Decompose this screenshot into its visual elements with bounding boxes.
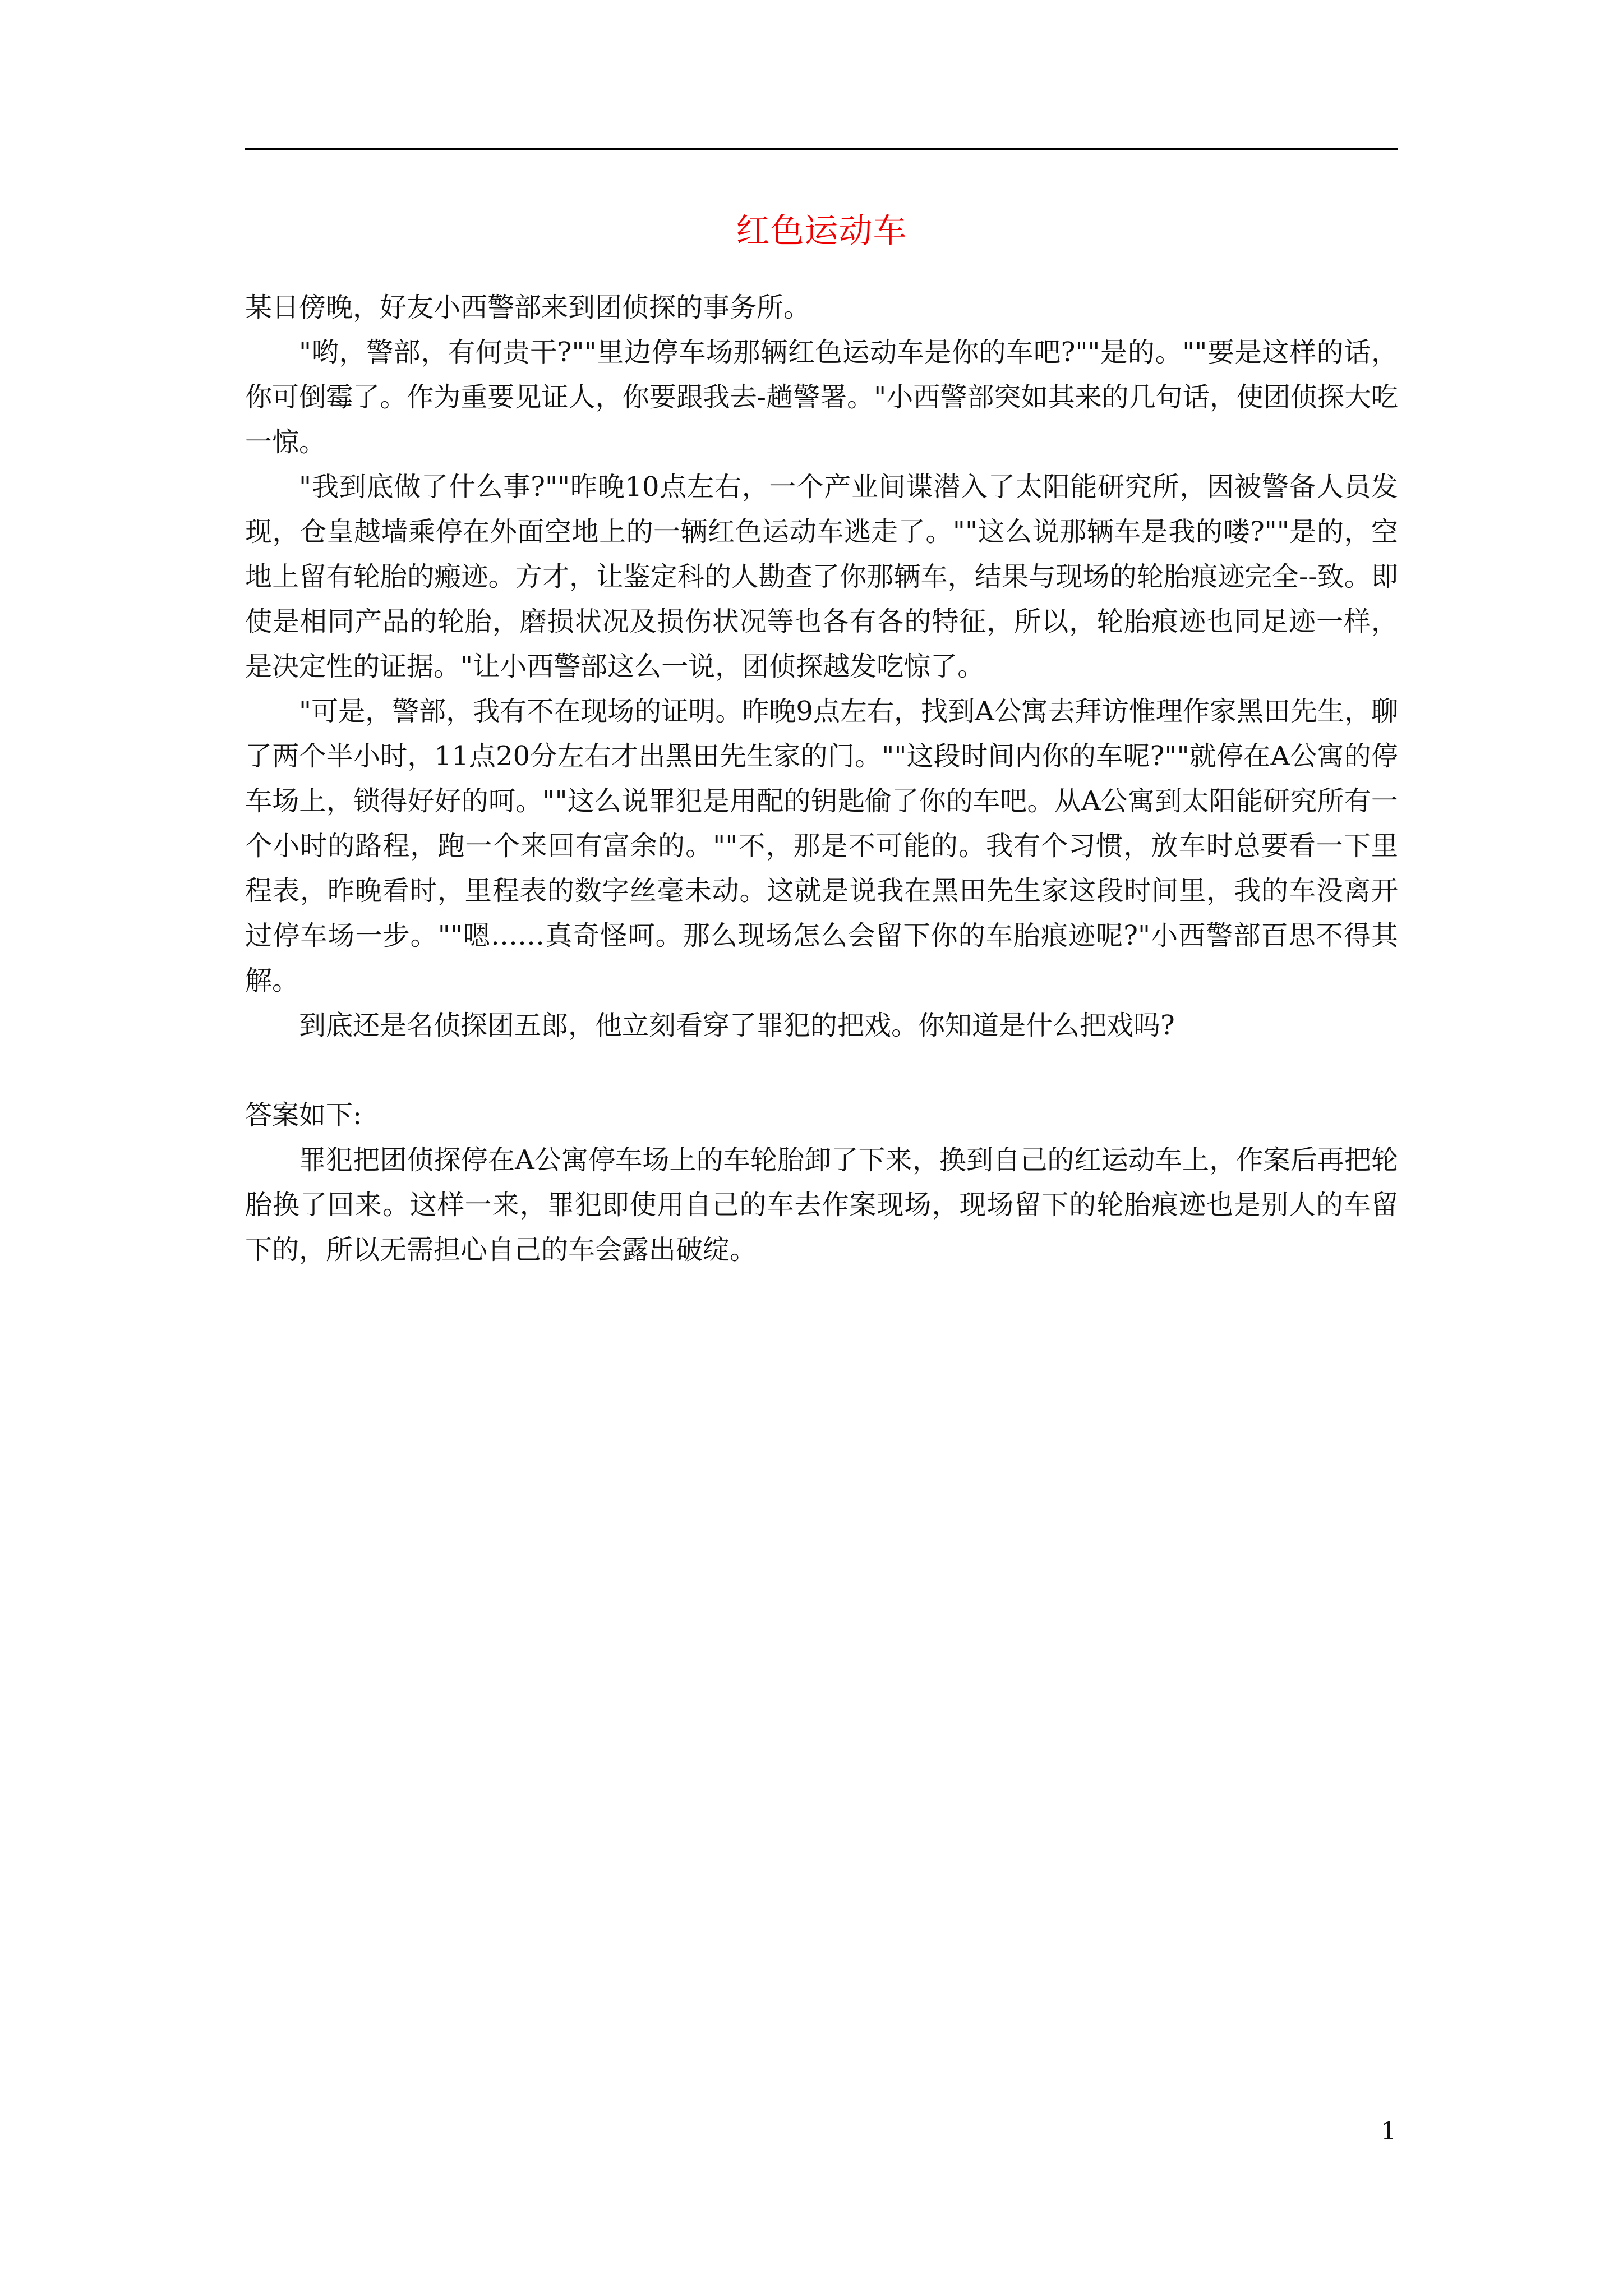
story-title: 红色运动车 <box>736 211 907 251</box>
story-paragraph-dialogue-2: "我到底做了什么事?""昨晚10点左右，一个产业间谍潜入了太阳能研究所，因被警备人员发现，仓皇越墙乘停在外面空地上的一辆红色运动车逃走了。""这么说那辆车是我的喽?""是的，空地上留有轮胎的瘢迹。方才，让鉴定科的人勘查了你那辆车，结果与现场的轮胎痕迹完全--致。即使是相同产品的轮胎，磨损状况及损伤状况等也各有各的特征，所以，轮胎痕迹也同足迹一样，是决定性的证据。"让小西警部这么一说，团侦探越发吃惊了。 <box>245 471 1398 682</box>
story-paragraph-dialogue-3: "可是，警部，我有不在现场的证明。昨晚9点左右，找到A公寓去拜访惟理作家黑田先生，聊了两个半小时，11点20分左右才出黑田先生家的门。""这段时间内你的车呢?""就停在A公寓的停车场上，锁得好好的呵。""这么说罪犯是用配的钥匙偷了你的车吧。从A公寓到太阳能研究所有一个小时的路程，跑一个来回有富余的。""不，那是不可能的。我有个习惯，放车时总要看一下里程表，昨晚看时，里程表的数字丝毫未动。这就是说我在黑田先生家这段时间里，我的车没离开过停车场一步。""嗯……真奇怪呵。那么现场怎么会留下你的车胎痕迹呢?"小西警部百思不得其解。 <box>245 696 1398 996</box>
story-paragraph-dialogue-1: "哟，警部，有何贵干?""里边停车场那辆红色运动车是你的车吧?""是的。""要是这样的话，你可倒霉了。作为重要见证人，你要跟我去-趟警署。"小西警部突如其来的几句话，使团侦探大吃一惊。 <box>245 337 1398 458</box>
story-body <box>245 285 1398 1272</box>
header-rule <box>245 148 1398 150</box>
page-number: 1 <box>1381 2117 1396 2146</box>
answer-heading: 答案如下: <box>245 1099 362 1131</box>
story-paragraph-intro: 某日傍晚，好友小西警部来到团侦探的事务所。 <box>245 292 811 323</box>
section-spacer <box>245 1048 1398 1093</box>
answer-paragraph: 罪犯把团侦探停在A公寓停车场上的车轮胎卸了下来，换到自己的红运动车上，作案后再把轮胎换了回来。这样一来，罪犯即使用自己的车去作案现场，现场留下的轮胎痕迹也是别人的车留下的，所以无需担心自己的车会露出破绽。 <box>245 1144 1398 1266</box>
story-question: 到底还是名侦探团五郎，他立刻看穿了罪犯的把戏。你知道是什么把戏吗? <box>299 1010 1175 1041</box>
